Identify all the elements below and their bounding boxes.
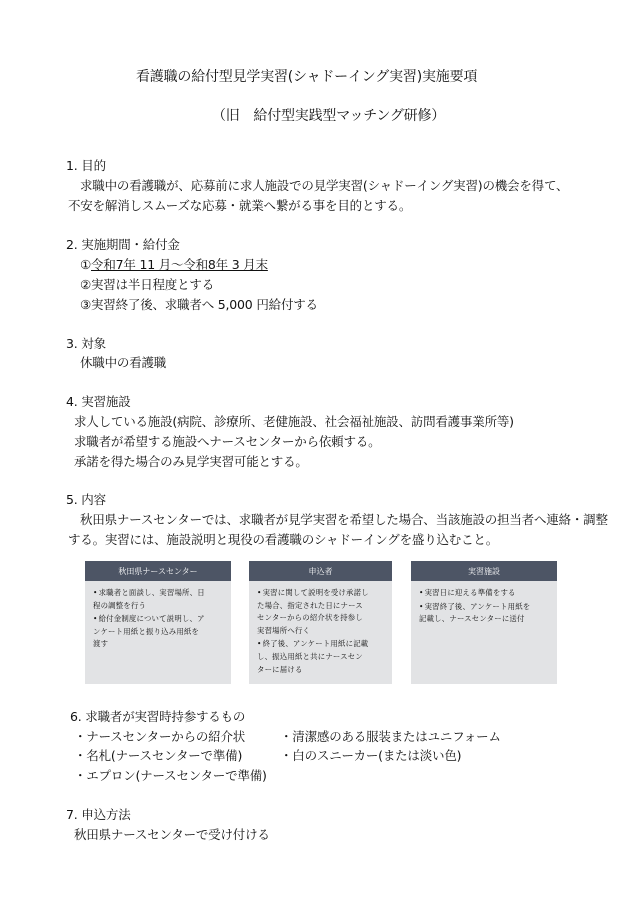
flow-applicant-item: • 終了後、アンケート用紙に記載 し、振込用紙と共にナースセン ターに届ける: [257, 638, 386, 676]
section-2-item-1: ①令和7年 11 月～令和8年 3 月末: [80, 257, 268, 272]
section-4-heading: 4. 実習施設: [66, 394, 131, 409]
section-2-heading: 2. 実施期間・給付金: [66, 237, 180, 252]
page-subtitle: （旧 給付型実践型マッチング研修）: [212, 108, 446, 124]
section-1-text-1: 求職中の看護職が、応募前に求人施設での見学実習(シャドーイング実習)の機会を得て、: [80, 178, 569, 193]
flow-box-facility-title: 実習施設: [411, 561, 557, 581]
section-6-right-item: ・清潔感のある服装またはユニフォーム: [280, 729, 501, 744]
section-1-text-2: 不安を解消しスムーズな応募・就業へ繋がる事を目的とする。: [68, 198, 412, 213]
section-2-item-3: ③実習終了後、求職者へ 5,000 円給付する: [80, 297, 318, 312]
section-5-heading: 5. 内容: [66, 492, 106, 507]
flow-facility-item: • 実習日に迎える準備をする: [419, 587, 551, 600]
flow-box-applicant: [249, 561, 392, 684]
section-4-text-1: 求人している施設(病院、診療所、老健施設、社会福祉施設、訪問看護事業所等): [74, 414, 514, 429]
section-4-text-2: 求職者が希望する施設へナースセンターから依頼する。: [74, 434, 381, 449]
section-4-text-3: 承諾を得た場合のみ見学実習可能とする。: [74, 454, 308, 469]
flow-applicant-item: • 実習に関して説明を受け承諾し た場合、指定された日にナース センターからの紹介状を持参し 実習場所へ行く: [257, 587, 386, 637]
flow-nurse-center-item: • 給付金制度について説明し、ア ンケート用紙と振り込み用紙を 渡す: [93, 613, 225, 651]
flow-box-nurse-center: [85, 561, 231, 684]
flow-box-applicant-title: 申込者: [249, 561, 392, 581]
section-3-text: 休職中の看護職: [80, 355, 167, 370]
flow-box-nurse-center-title: 秋田県ナースセンター: [85, 561, 231, 581]
section-6-left-item: ・エプロン(ナースセンターで準備): [74, 768, 267, 783]
section-6-heading: 6. 求職者が実習時持参するもの: [70, 709, 246, 724]
section-1-heading: 1. 目的: [66, 158, 106, 173]
section-2-item-2: ②実習は半日程度とする: [80, 277, 215, 292]
section-7-heading: 7. 申込方法: [66, 807, 131, 822]
section-6-left-item: ・名札(ナースセンターで準備): [74, 748, 243, 763]
section-6-left-item: ・ナースセンターからの紹介状: [74, 729, 246, 744]
section-3-heading: 3. 対象: [66, 336, 106, 351]
flow-box-facility: [411, 561, 557, 684]
flow-nurse-center-item: • 求職者と面談し、実習場所、日 程の調整を行う: [93, 587, 225, 612]
section-7-text: 秋田県ナースセンターで受け付ける: [74, 827, 270, 842]
flow-facility-item: • 実習終了後、アンケート用紙を 記載し、ナースセンターに送付: [419, 601, 551, 626]
section-6-right-item: ・白のスニーカー(または淡い色): [280, 748, 462, 763]
section-5-text-1: 秋田県ナースセンターでは、求職者が見学実習を希望した場合、当該施設の担当者へ連絡・調整: [80, 512, 608, 527]
page-title: 看護職の給付型見学実習(シャドーイング実習)実施要項: [136, 69, 478, 85]
section-5-text-2: する。実習には、施設説明と現役の看護職のシャドーイングを盛り込むこと。: [68, 532, 499, 547]
